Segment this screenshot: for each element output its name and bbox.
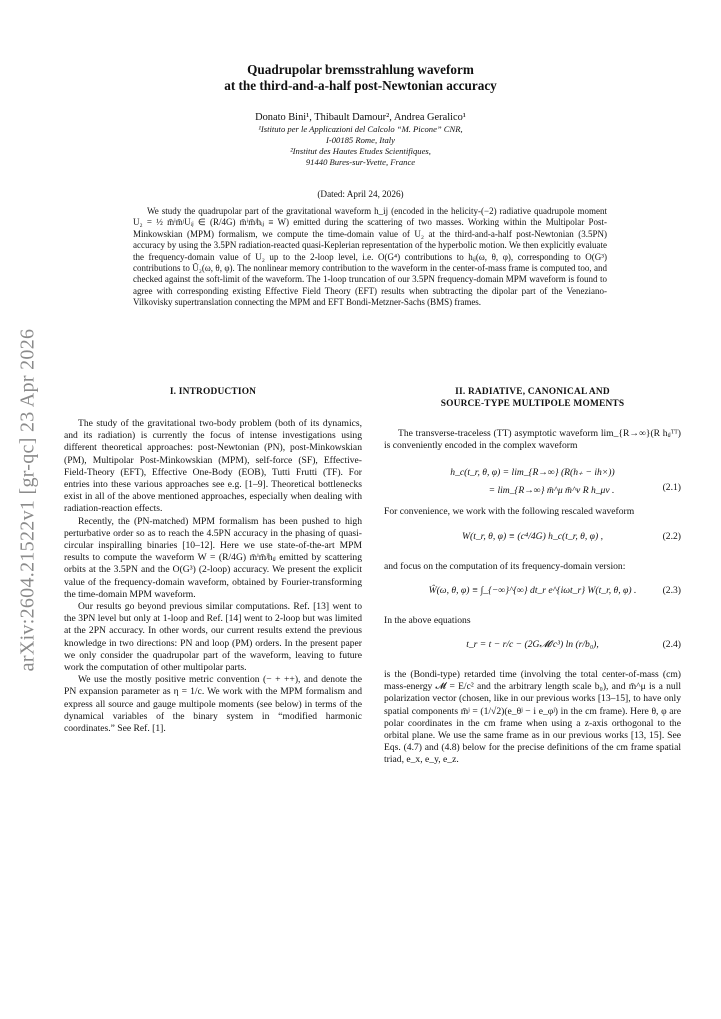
equation-2-2 — [384, 525, 681, 553]
section2-paragraph-4: In the above equations — [384, 614, 471, 626]
intro-paragraph-3: Our results go beyond previous similar computations. Ref. [13] went to the 3PN level but only at 1-loop and Ref. [14] went to 2-loop but was limited at the 2PN accuracy. In other words, our current results extend the previous knowledge in two directions: PN and loop (PM) orders. In the present paper we only consider the quadrupolar part of the waveform, leaving to future work the computation of other multipolar parts. — [64, 601, 362, 674]
arxiv-id-text: arXiv:2604.21522v1 [gr-qc] 23 Apr 2026 — [16, 328, 39, 672]
author-list: Donato Bini¹, Thibault Damour², Andrea Geralico¹ — [255, 112, 466, 123]
equation-2-1 — [384, 458, 681, 498]
date-line: (Dated: April 24, 2026) — [317, 189, 404, 199]
abstract — [133, 206, 607, 309]
equation-2-1-line-2: = lim_{R→∞} m̄^μ m̄^ν R h_μν . — [488, 485, 615, 497]
title-line-1: Quadrupolar bremsstrahlung waveform — [247, 62, 474, 77]
section-heading-line-2: SOURCE-TYPE MULTIPOLE MOMENTS — [440, 399, 625, 409]
affiliation-2-line-2: 91440 Bures-sur-Yvette, France — [305, 157, 416, 167]
author-block — [0, 111, 721, 168]
section2-paragraph-5: is the (Bondi-type) retarded time (involving the total center-of-mass (cm) mass-energy 𝓜 = E/c² and the arbitrary length scale b₀), and m̄^μ is a null polarization vector (chosen, like in our previous works [13–15], to have only spatial components m̄ʲ = (1/√2)(e_θʲ − i e_φʲ) in the cm frame). Here θ, φ are polar coordinates in the cm frame when using a z-axis orthogonal to the orbital plane. We use the same frame as in our previous works [13, 15]. See Eqs. (4.7) and (4.8) below for the precise definitions of the cm frame spatial triad, e_x, e_y, e_z. — [384, 669, 681, 766]
abstract-text: We study the quadrupolar part of the gravitational waveform h_ij (encoded in the helicity-(−2) radiative quadrupole moment U₂ = ½ m̄ⁱm̄ʲUᵢⱼ ∈ (R/4G) m̄ⁱm̄ʲhᵢⱼ ≡ W) emitted during the scattering of two masses. Working within the Multipolar Post-Minkowskian (MPM) formalism, we compute the time-domain value of U₂ at the third-and-a-half post-Newtonian (3.5PN) accuracy by using the 3.5PN radiation-reacted quasi-Keplerian representation of the hyperbolic motion. We then explicitly evaluate the frequency-domain value of U₂ up to the 2-loop level, i.e. O(G⁴) contributions to hᵢⱼ(ω, θ, φ), corresponding to O(G³) contributions to Ũ₂(ω, θ, φ). The nonlinear memory contribution to the waveform in the center-of-mass frame is computed too, and checked against the soft-limit of the waveform. The 1-loop truncation of our 3.5PN frequency-domain MPM waveform is found to agree with corresponding existing Effective Field Theory (EFT) results when subtracting the dipolar part of the Veneziano-Vilkovisky supertranslation connecting the MPM and EFT Bondi-Metzner-Sachs (BMS) frames. — [133, 206, 607, 308]
equation-2-3-body: Ŵ(ω, θ, φ) ≡ ∫_{−∞}^{∞} dt_r e^{iωt_r} W(t_r, θ, φ) . — [428, 584, 637, 596]
intro-paragraph-1: The study of the gravitational two-body problem (both of its dynamics, and its radiation) is currently the focus of intense investigations using different theoretical approaches: post-Newtonian (PN), post-Minkowskian (PM), Multipolar Post-Minkowskian (MPM), self-force (SF), Effective-Field-Theory (EFT), Effective One-Body (EOB), Tutti Frutti (TF). For entries into these various approaches see e.g. [1–9]. Theoretical bottlenecks exist in all of the above mentioned approaches, especially when dealing with radiation-reaction effects. — [64, 418, 362, 515]
equation-number-2-1: (2.1) — [662, 482, 681, 494]
equation-2-3 — [384, 579, 681, 607]
equation-2-1-line-1: h_c(t_r, θ, φ) = lim_{R→∞} (R(h₊ − ih×)) — [450, 467, 615, 479]
equation-2-2-body: W(t_r, θ, φ) ≡ (c⁴/4G) h_c(t_r, θ, φ) , — [462, 530, 603, 542]
paper-title — [0, 62, 721, 94]
equation-2-4 — [384, 633, 681, 661]
section-heading-multipole-moments — [384, 386, 681, 410]
section-heading-line-1: II. RADIATIVE, CANONICAL AND — [455, 387, 610, 397]
intro-paragraph-4: We use the mostly positive metric convention (− + ++), and denote the PN expansion parameter as η = 1/c. We work with the MPM formalism and express all source and gauge multipole moments (see below) in terms of the dynamical variables of the binary system in “modified harmonic coordinates.” See Ref. [1]. — [64, 674, 362, 735]
title-line-2: at the third-and-a-half post-Newtonian accuracy — [224, 78, 497, 93]
affiliation-2-line-1: ²Institut des Hautes Etudes Scientifiques, — [290, 146, 431, 156]
affiliations — [0, 124, 721, 168]
intro-paragraph-2: Recently, the (PN-matched) MPM formalism has been pushed to high perturbative order so as to reach the 4.5PN accuracy in the phasing of quasi-circular inspiralling binaries [10–12]. Here we use state-of-the-art MPM results to compute the waveform W = (R/4G) m̄ⁱm̄ʲhᵢⱼ emitted by scattering orbits at the 3.5PN and the O(G³) (2-loop) accuracy. We present the explicit value of the frequency-domain waveform, obtained by Fourier-transforming the time-domain MPM waveform. — [64, 515, 362, 600]
left-column — [64, 386, 362, 735]
section2-paragraph-1: The transverse-traceless (TT) asymptotic waveform lim_{R→∞}(R hᵢⱼᵀᵀ) is conveniently encoded in the complex waveform — [384, 428, 681, 452]
equation-number-2-2: (2.2) — [662, 530, 681, 542]
equation-2-4-body: t_r = t − r/c − (2G𝓜/c³) ln (r/b₀), — [466, 639, 599, 651]
right-column — [384, 386, 681, 767]
section-heading-introduction: I. INTRODUCTION — [169, 387, 257, 397]
section2-paragraph-3: and focus on the computation of its frequency-domain version: — [384, 560, 626, 572]
equation-number-2-3: (2.3) — [662, 584, 681, 596]
section2-paragraph-2: For convenience, we work with the following rescaled waveform — [384, 506, 635, 518]
affiliation-1-line-1: ¹Istituto per le Applicazioni del Calcolo “M. Picone” CNR, — [258, 124, 463, 134]
equation-number-2-4: (2.4) — [662, 639, 681, 651]
arxiv-stamp — [8, 300, 48, 700]
affiliation-1-line-2: I-00185 Rome, Italy — [326, 135, 395, 145]
